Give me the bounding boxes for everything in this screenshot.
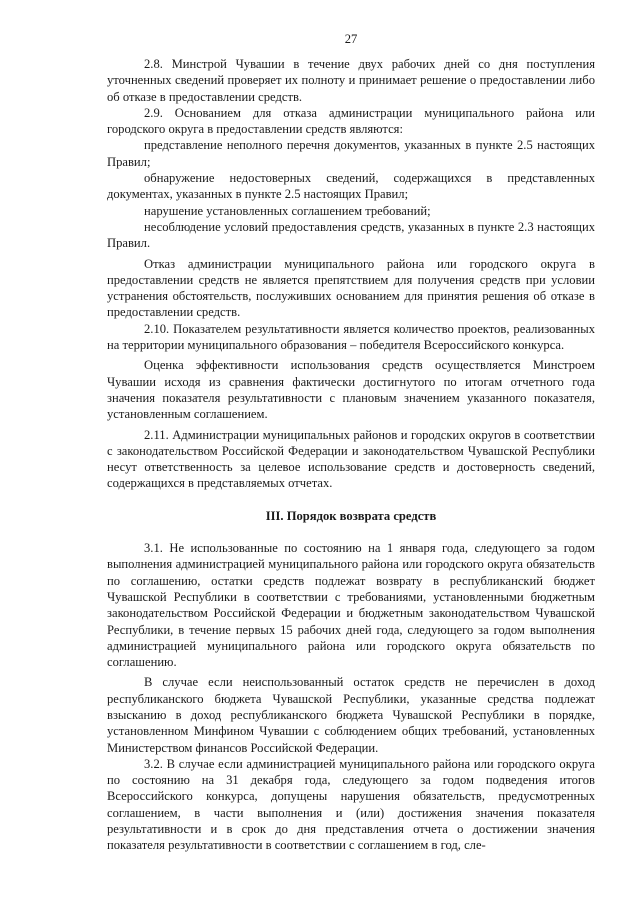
paragraph-refusal: Отказ администрации муниципального района или городского округа в предоставлении средств не является препятствием для получения средств при условии устранения обстоятельств, послуживших основанием для принятия решения об отказе в предоставлении средств. — [107, 256, 595, 320]
paragraph-2-11: 2.11. Администрации муниципальных районов и городских округов в соответствии с законодательством Российской Федерации и законодательством Чувашской Республики несут ответственность за целевое использование средств и достоверность сведений, содержащихся в представляемых отчетах. — [107, 427, 595, 491]
paragraph-3-1: 3.1. Не использованные по состоянию на 1 января года, следующего за годом выполнения администрацией муниципального района или городского округа обязательств по соглашению, остатки средств подлежат возврату в республиканский бюджет Чувашской Республики в соответствии с требованиями, установленными бюджетным законодательством Российской Федерации и бюджетным законодательством Чувашской Республики, в течение первых 15 рабочих дней года, следующего за годом выполнения администрацией муниципального района или городского округа обязательств по соглашению. — [107, 541, 595, 670]
list-item-requirements-violation: нарушение установленных соглашением требований; — [144, 203, 431, 218]
page-number: 27 — [344, 32, 358, 46]
paragraph-2-9: 2.9. Основанием для отказа администрации муниципального района или городского округа в предоставлении средств являются: — [107, 105, 595, 137]
document-page — [107, 32, 595, 854]
section-heading: III. Порядок возврата средств — [265, 508, 437, 523]
paragraph-2-10: 2.10. Показателем результативности является количество проектов, реализованных на территории муниципального образования – победителя Всероссийского конкурса. — [107, 321, 595, 353]
list-item-conditions-violation: несоблюдение условий предоставления средств, указанных в пункте 2.3 настоящих Правил. — [107, 219, 595, 251]
paragraph-unused-balance: В случае если неиспользованный остаток средств не перечислен в доход республиканского бюджета Чувашской Республики, указанные средства подлежат взысканию в доход республиканского бюджета Чувашской Республики в порядке, установленном Минфином Чувашии с соблюдением общих требований, установленных Министерством финансов Российской Федерации. — [107, 675, 595, 755]
paragraph-efficiency-assessment: Оценка эффективности использования средств осуществляется Минстроем Чувашии исходя из сравнения фактически достигнутого по итогам отчетного года значения показателя результативности с плановым значением указанного показателя, установленным соглашением. — [107, 358, 595, 422]
list-item-unreliable-data: обнаружение недостоверных сведений, содержащихся в представленных документах, указанных в пункте 2.5 настоящих Правил; — [107, 171, 595, 202]
paragraph-3-2: 3.2. В случае если администрацией муниципального района или городского округа по состоянию на 31 декабря года, следующего за годом подведения итогов Всероссийского конкурса, допущены нарушения обязательств, предусмотренных соглашением, в части выполнения и (или) достижения значения показателя результативности и в срок до дня представления отчета о достижении значения показателя результативности в соответствии с соглашением в год, сле- — [107, 756, 595, 853]
paragraph-2-8: 2.8. Минстрой Чувашии в течение двух рабочих дней со дня поступления уточненных сведений проверяет их полноту и принимает решение о предоставлении либо об отказе в предоставлении средств. — [107, 57, 595, 104]
list-item-incomplete-documents: представление неполного перечня документов, указанных в пункте 2.5 настоящих Правил; — [107, 138, 595, 169]
